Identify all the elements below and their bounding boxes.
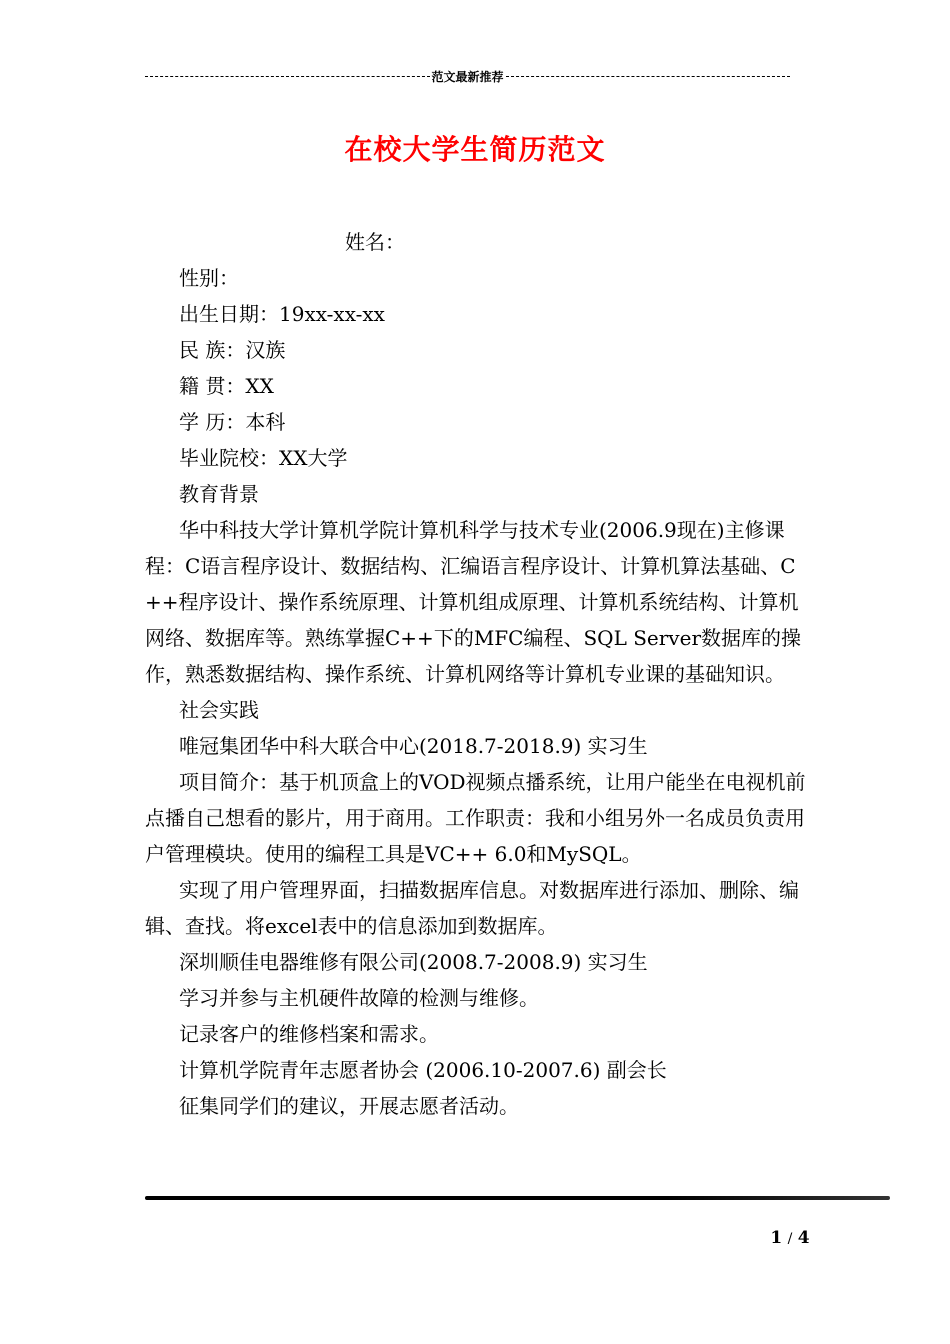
current-page: 1 [770, 1228, 783, 1248]
field-birthdate: 出生日期：19xx-xx-xx [179, 302, 385, 326]
field-native-place: 籍 贯：XX [179, 374, 274, 398]
practice-detail: 学习并参与主机硬件故障的检测与维修。 [179, 986, 539, 1010]
practice-detail: 实现了用户管理界面，扫描数据库信息。对数据库进行添加、删除、编辑、查找。将excel表中的信息添加到数据库。 [145, 878, 799, 938]
field-ethnicity: 民 族：汉族 [179, 338, 286, 362]
field-name: 姓名： [345, 230, 405, 254]
page-separator: / [787, 1231, 793, 1247]
field-gender: 性别： [179, 266, 239, 290]
total-pages: 4 [797, 1228, 810, 1248]
header-label: 范文最新推荐 [431, 70, 504, 84]
page-number [760, 1228, 820, 1248]
field-school: 毕业院校：XX大学 [179, 446, 348, 470]
practice-item: 深圳顺佳电器维修有限公司(2008.7-2008.9) 实习生 [179, 950, 648, 974]
header-dash-left [145, 76, 430, 77]
practice-detail: 记录客户的维修档案和需求。 [179, 1022, 439, 1046]
practice-item: 计算机学院青年志愿者协会 (2006.10-2007.6) 副会长 [179, 1058, 667, 1082]
section-heading-practice: 社会实践 [179, 698, 259, 722]
field-education-level: 学 历：本科 [179, 410, 286, 434]
document-body [145, 224, 810, 1124]
practice-detail: 项目简介：基于机顶盒上的VOD视频点播系统，让用户能坐在电视机前点播自己想看的影片，用于商用。工作职责：我和小组另外一名成员负责用户管理模块。使用的编程工具是VC++ 6.0和MySQL。 [145, 770, 806, 866]
page-header [145, 68, 790, 85]
header-dash-right [506, 76, 791, 77]
document-title: 在校大学生简历范文 [344, 133, 606, 166]
education-detail: 华中科技大学计算机学院计算机科学与技术专业(2006.9现在)主修课程：C语言程序设计、数据结构、汇编语言程序设计、计算机算法基础、C++程序设计、操作系统原理、计算机组成原理、计算机系统结构、计算机网络、数据库等。熟练掌握C++下的MFC编程、SQL Server数据库的操作，熟悉数据结构、操作系统、计算机网络等计算机专业课的基础知识。 [145, 518, 802, 686]
practice-item: 唯冠集团华中科大联合中心(2018.7-2018.9) 实习生 [179, 734, 648, 758]
footer-rule [145, 1196, 890, 1200]
practice-detail: 征集同学们的建议，开展志愿者活动。 [179, 1094, 519, 1118]
section-heading-education: 教育背景 [179, 482, 259, 506]
